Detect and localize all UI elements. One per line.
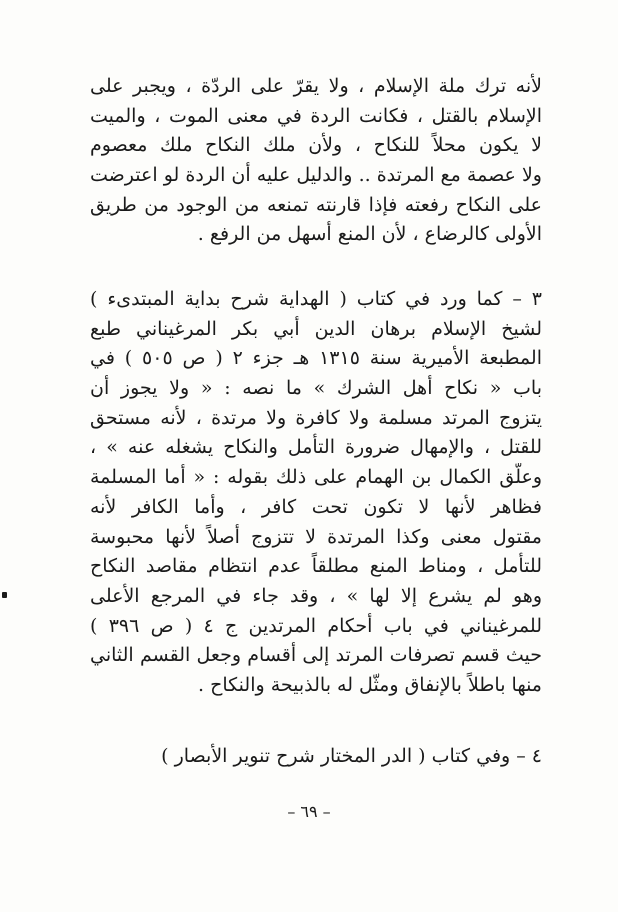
text-line: منها باطلاً بالإنفاق ومثّل له بالذبيحة والنكاح . [198, 673, 542, 696]
text-line: وعلّق الكمال بن الهمام على ذلك بقوله : « أما المسلمة [90, 466, 542, 489]
text-line: للمرغيناني في باب أحكام المرتدين ج ٤ ( ص ٣٩٦ ) [90, 614, 542, 637]
text-line: الأولى كالرضاع ، لأن المنع أسهل من الرفع . [197, 223, 542, 246]
text-line: للتأمل ، ومناط المنع مطلقاً عدم انتظام مقاصد النكاح [90, 555, 542, 578]
text-line: المطبعة الأميرية سنة ١٣١٥ هـ جزء ٢ ( ص ٥٠٥ ) في [90, 347, 542, 370]
text-line: الإسلام بالقتل ، فكانت الردة في معنى الموت ، والميت [90, 104, 542, 127]
text-line: ٤ – وفي كتاب ( الدر المختار شرح تنوير الأبصار ) [161, 745, 542, 767]
text-line: وهو لم يشرع إلا لها » ، وقد جاء في المرجع الأعلى [90, 584, 542, 607]
text-line: لشيخ الإسلام برهان الدين أبي بكر المرغيناني طبع [90, 317, 542, 340]
page-number: – ٦٩ – [287, 802, 331, 821]
paragraph-1 [90, 72, 542, 250]
paragraph-3 [90, 742, 542, 772]
text-line: لأنه ترك ملة الإسلام ، ولا يقرّ على الردّة ، ويجبر على [90, 75, 542, 97]
text-line: باب « نكاح أهل الشرك » ما نصه : « ولا يجوز أن [90, 377, 542, 400]
text-line: ولا عصمة مع المرتدة .. والدليل عليه أن الردة لو اعترضت [90, 164, 542, 187]
text-line: يتزوج المرتد مسلمة ولا كافرة ولا مرتدة ، لأنه مستحق [90, 406, 542, 429]
text-line: ٣ – كما ورد في كتاب ( الهداية شرح بداية المبتدىء ) [90, 288, 542, 310]
margin-mark [2, 592, 7, 598]
text-line: على النكاح رفعته فإذا قارنته تمنعه من الوجود من طريق [90, 193, 542, 216]
paragraph-2 [90, 285, 542, 701]
text-line: حيث قسم تصرفات المرتد إلى أقسام وجعل القسم الثاني [90, 644, 542, 667]
text-line: مقتول معنى وكذا المرتدة لا تتزوج أصلاً لأنها محبوسة [90, 525, 542, 548]
text-line: فظاهر لأنها لا تكون تحت كافر ، وأما الكافر لأنه [90, 495, 542, 518]
text-line: للقتل ، والإمهال ضرورة التأمل والنكاح يشغله عنه » ، [90, 436, 542, 459]
text-line: لا يكون محلاً للنكاح ، ولأن ملك النكاح ملك معصوم [90, 134, 542, 157]
